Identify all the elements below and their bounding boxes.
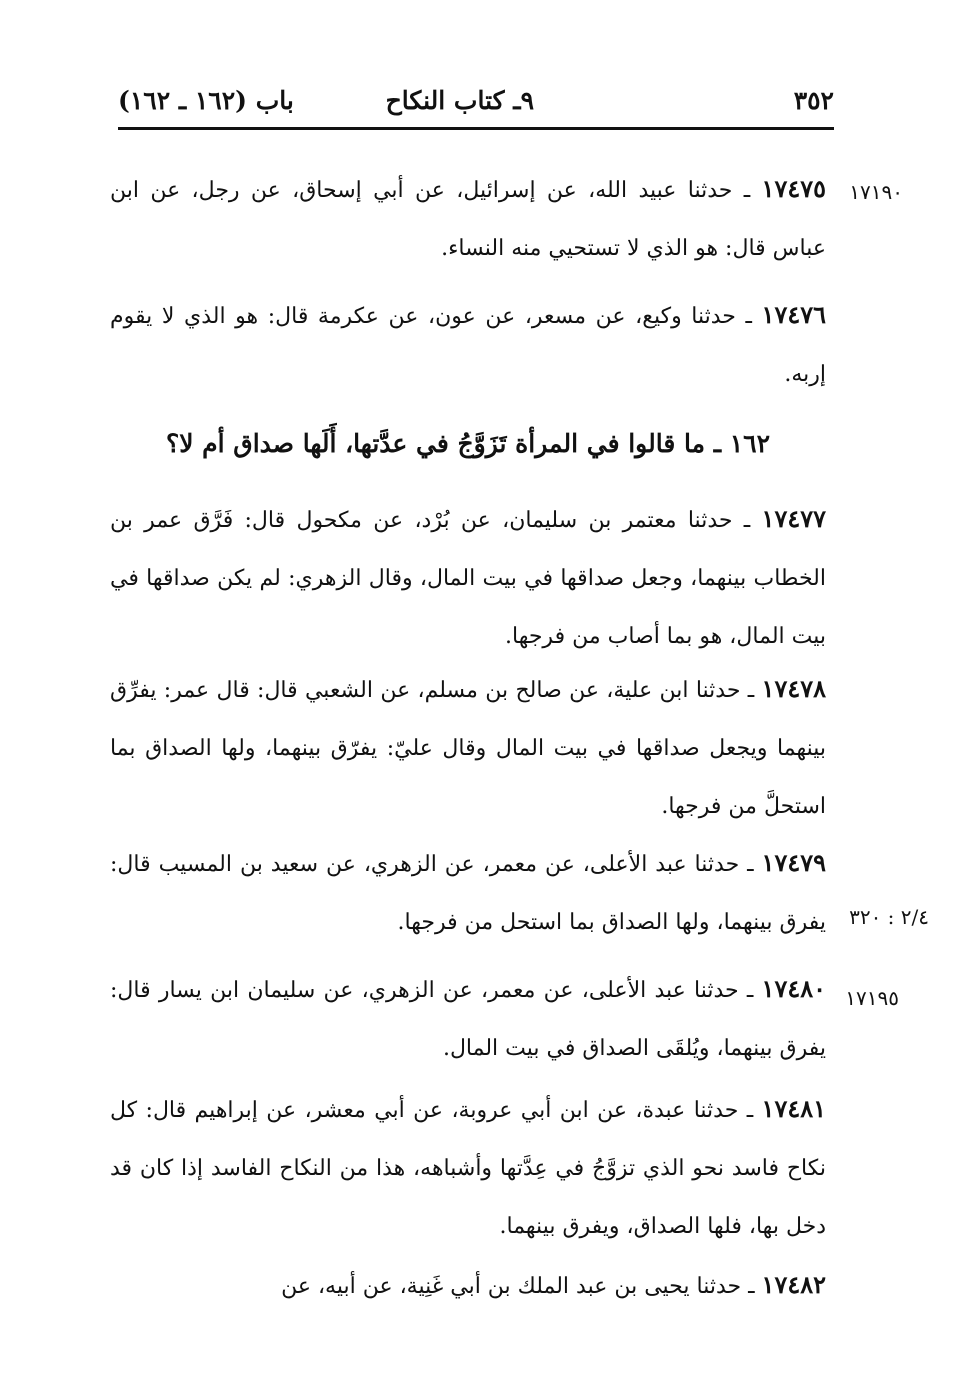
entry-text: ـ حدثنا عبد الأعلى، عن معمر، عن الزهري، عن سعيد بن المسيب قال: يفرق بينهما، ولها الصداق بما استحل من فرجها. (110, 852, 826, 935)
entry-number: ١٧٤٨٢ (761, 1270, 826, 1299)
margin-note: ١٧١٩٥ (845, 986, 899, 1010)
hadith-entry (110, 160, 826, 278)
entry-number: ١٧٤٨١ (761, 1094, 826, 1123)
margin-note: ٢/٤ : ٣٢٠ (849, 905, 929, 929)
hadith-entry (110, 834, 826, 952)
hadith-entry (110, 490, 826, 666)
entry-number: ١٧٤٧٥ (761, 174, 826, 203)
entry-number: ١٧٤٧٨ (761, 674, 826, 703)
hadith-entry (110, 1256, 826, 1316)
entry-text: ـ حدثنا معتمر بن سليمان، عن بُرْد، عن مكحول قال: فَرَّق عمر بن الخطاب بينهما، وجعل صداقها في بيت المال، وقال الزهري: لم يكن صداقها في بيت المال، هو بما أصاب من فرجها. (110, 508, 826, 649)
entry-text: ـ حدثنا ابن علية، عن صالح بن مسلم، عن الشعبي قال: قال عمر: يفرِّق بينهما ويجعل صداقها في بيت المال وقال عليّ: يفرّق بينهما، ولها الصداق بما استحلَّ من فرجها. (110, 678, 826, 819)
entry-text: ـ حدثنا عبدة، عن ابن أبي عروبة، عن أبي معشر، عن إبراهيم قال: كل نكاح فاسد نحو الذي تزوَّجُ في عِدَّتها وأشباهه، هذا من النكاح الفاسد إذا كان قد دخل بها، فلها الصداق، ويفرق بينهما. (110, 1098, 826, 1239)
entry-text: ـ حدثنا عبد الأعلى، عن معمر، عن الزهري، عن سليمان ابن يسار قال: يفرق بينهما، ويُلقَى الصداق في بيت المال. (110, 978, 826, 1061)
hadith-entry (110, 1080, 826, 1256)
hadith-entry (110, 960, 826, 1078)
entry-text: ـ حدثنا عبيد الله، عن إسرائيل، عن أبي إسحاق، عن رجل، عن ابن عباس قال: هو الذي لا تستحيي منه النساء. (110, 178, 826, 261)
entry-number: ١٧٤٧٦ (761, 300, 826, 329)
section-heading: ١٦٢ ـ ما قالوا في المرأة تَزَوَّجُ في عدَّتها، أَلَها صداق أم لا؟ (165, 429, 771, 458)
hadith-entry (110, 286, 826, 404)
entry-number: ١٧٤٧٧ (761, 504, 826, 533)
header-divider (118, 127, 834, 130)
entry-text: ـ حدثنا يحيى بن عبد الملك بن أبي غَنِية، عن أبيه، عن (281, 1274, 762, 1299)
entry-number: ١٧٤٨٠ (761, 974, 826, 1003)
entry-text: ـ حدثنا وكيع، عن مسعر، عن عون، عن عكرمة قال: هو الذي لا يقوم إربه. (110, 304, 826, 387)
hadith-entry (110, 660, 826, 836)
book-title: ٩ـ كتاب النكاح (385, 86, 534, 115)
page-number: ٣٥٢ (793, 86, 834, 115)
chapter-range: باب (١٦٢ ـ ١٦٢) (118, 86, 294, 115)
margin-note: ١٧١٩٠ (849, 180, 903, 204)
page-header (118, 80, 834, 126)
entry-number: ١٧٤٧٩ (761, 848, 826, 877)
